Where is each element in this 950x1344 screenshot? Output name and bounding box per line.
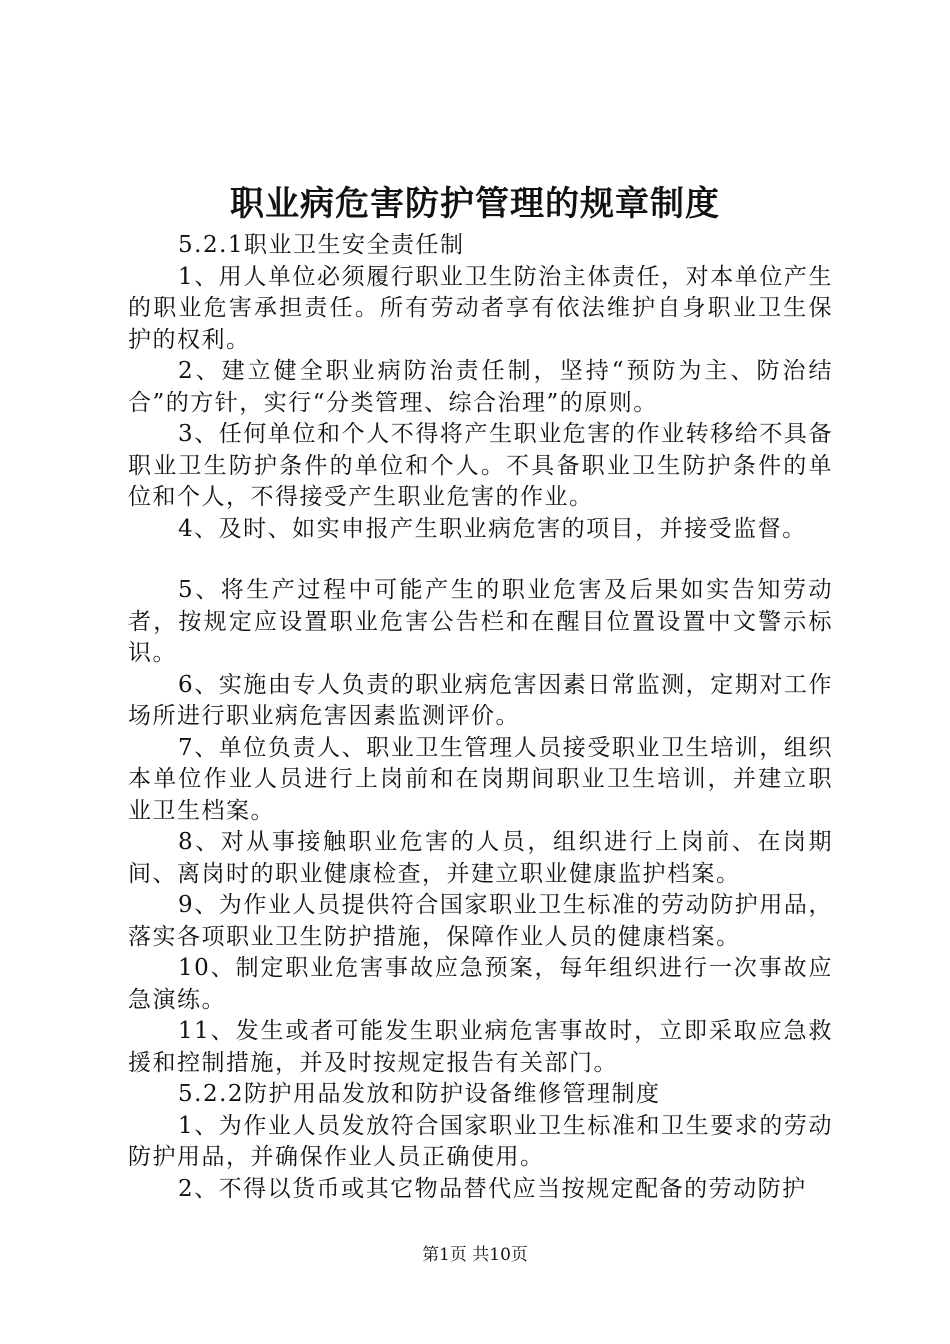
paragraph: 4、及时、如实申报产生职业病危害的项目，并接受监督。 xyxy=(178,515,807,542)
page-number: 第1页 共10页 xyxy=(422,1245,528,1265)
section-heading: 5.2.1职业卫生安全责任制 xyxy=(178,232,465,258)
paragraph: 7、单位负责人、职业卫生管理人员接受职业卫生培训，组织本单位作业人员进行上岗前和在岗期间职业卫生培训，并建立职业卫生档案。 xyxy=(128,734,833,824)
section-heading: 5.2.2防护用品发放和防护设备维修管理制度 xyxy=(178,1081,661,1107)
paragraph: 6、实施由专人负责的职业病危害因素日常监测，定期对工作场所进行职业病危害因素监测评价。 xyxy=(128,671,833,729)
paragraph: 9、为作业人员提供符合国家职业卫生标准的劳动防护用品，落实各项职业卫生防护措施，保障作业人员的健康档案。 xyxy=(128,892,833,950)
paragraph: 3、任何单位和个人不得将产生职业危害的作业转移给不具备职业卫生防护条件的单位和个人。不具备职业卫生防护条件的单位和个人，不得接受产生职业危害的作业。 xyxy=(128,421,833,510)
paragraph: 11、发生或者可能发生职业病危害事故时，立即采取应急救援和控制措施，并及时按规定报告有关部门。 xyxy=(128,1018,833,1076)
paragraph: 1、为作业人员发放符合国家职业卫生标准和卫生要求的劳动防护用品，并确保作业人员正确使用。 xyxy=(128,1112,833,1170)
document-title: 职业病危害防护管理的规章制度 xyxy=(230,184,720,224)
paragraph: 2、建立健全职业病防治责任制，坚持“预防为主、防治结合”的方针，实行“分类管理、综合治理”的原则。 xyxy=(128,358,833,416)
paragraph: 5、将生产过程中可能产生的职业危害及后果如实告知劳动者，按规定应设置职业危害公告栏和在醒目位置设置中文警示标识。 xyxy=(128,577,833,666)
paragraph: 1、用人单位必须履行职业卫生防治主体责任，对本单位产生的职业危害承担责任。所有劳动者享有依法维护自身职业卫生保护的权利。 xyxy=(128,263,833,353)
paragraph: 10、制定职业危害事故应急预案，每年组织进行一次事故应急演练。 xyxy=(128,955,833,1013)
paragraph: 8、对从事接触职业危害的人员，组织进行上岗前、在岗期间、离岗时的职业健康检查，并建立职业健康监护档案。 xyxy=(128,829,833,887)
paragraph: 2、不得以货币或其它物品替代应当按规定配备的劳动防护 xyxy=(178,1175,807,1202)
document-body xyxy=(128,230,833,1205)
